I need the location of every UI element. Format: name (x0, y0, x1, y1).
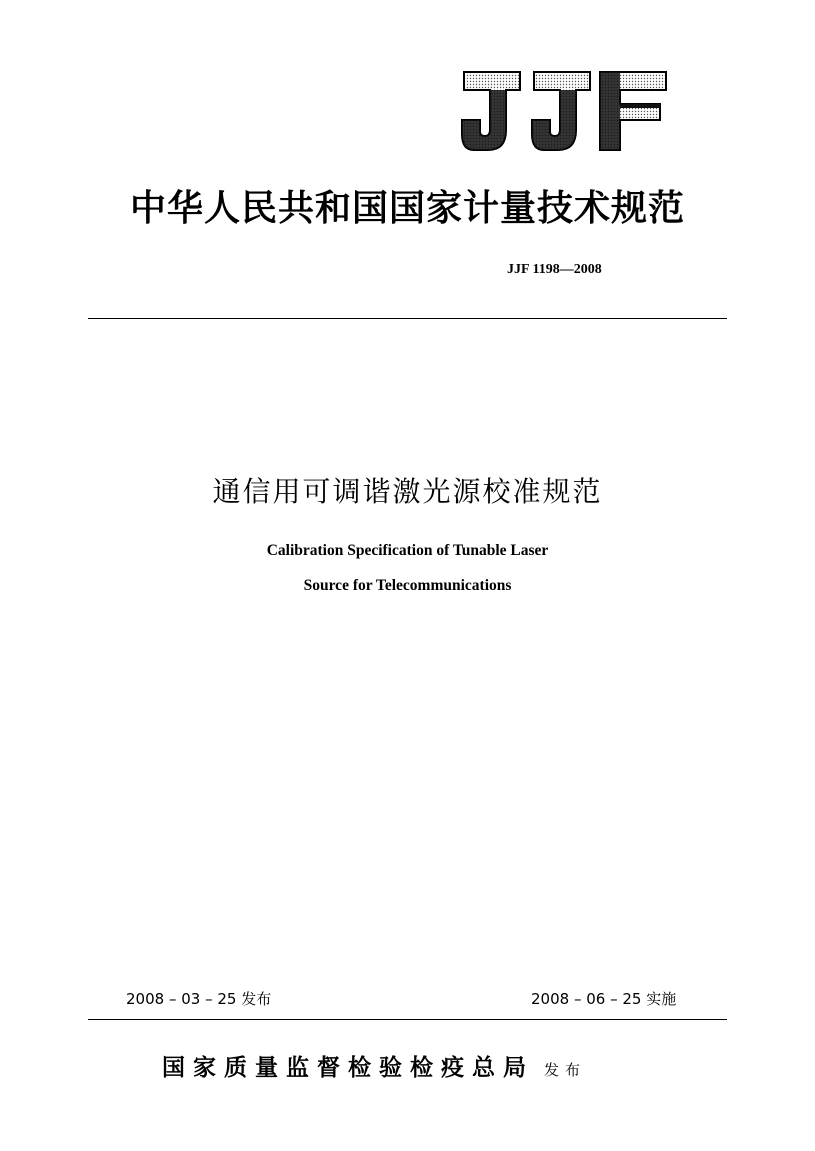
publish-label: 发布 (544, 1061, 587, 1079)
logo-letter-f (600, 72, 666, 150)
top-divider (88, 318, 727, 319)
implementation-date: 2008 – 06 – 25 实施 (531, 990, 677, 1008)
jjf-logo (460, 68, 670, 154)
logo-letter-j2 (532, 72, 590, 150)
bottom-divider (88, 1019, 727, 1020)
document-title-en-line1: Calibration Specification of Tunable Laser (266, 542, 549, 559)
standard-title: 中华人民共和国国家计量技术规范 (129, 187, 685, 229)
logo-letter-j1 (462, 72, 520, 150)
publisher-line (162, 1050, 586, 1088)
standard-number: JJF 1198—2008 (507, 262, 602, 277)
document-title-en-line2: Source for Telecommunications (303, 577, 512, 594)
issue-date: 2008 – 03 – 25 发布 (126, 990, 272, 1008)
publisher-name: 国家质量监督检验检疫总局 (162, 1054, 534, 1081)
document-title-zh: 通信用可调谐激光源校准规范 (212, 475, 603, 508)
